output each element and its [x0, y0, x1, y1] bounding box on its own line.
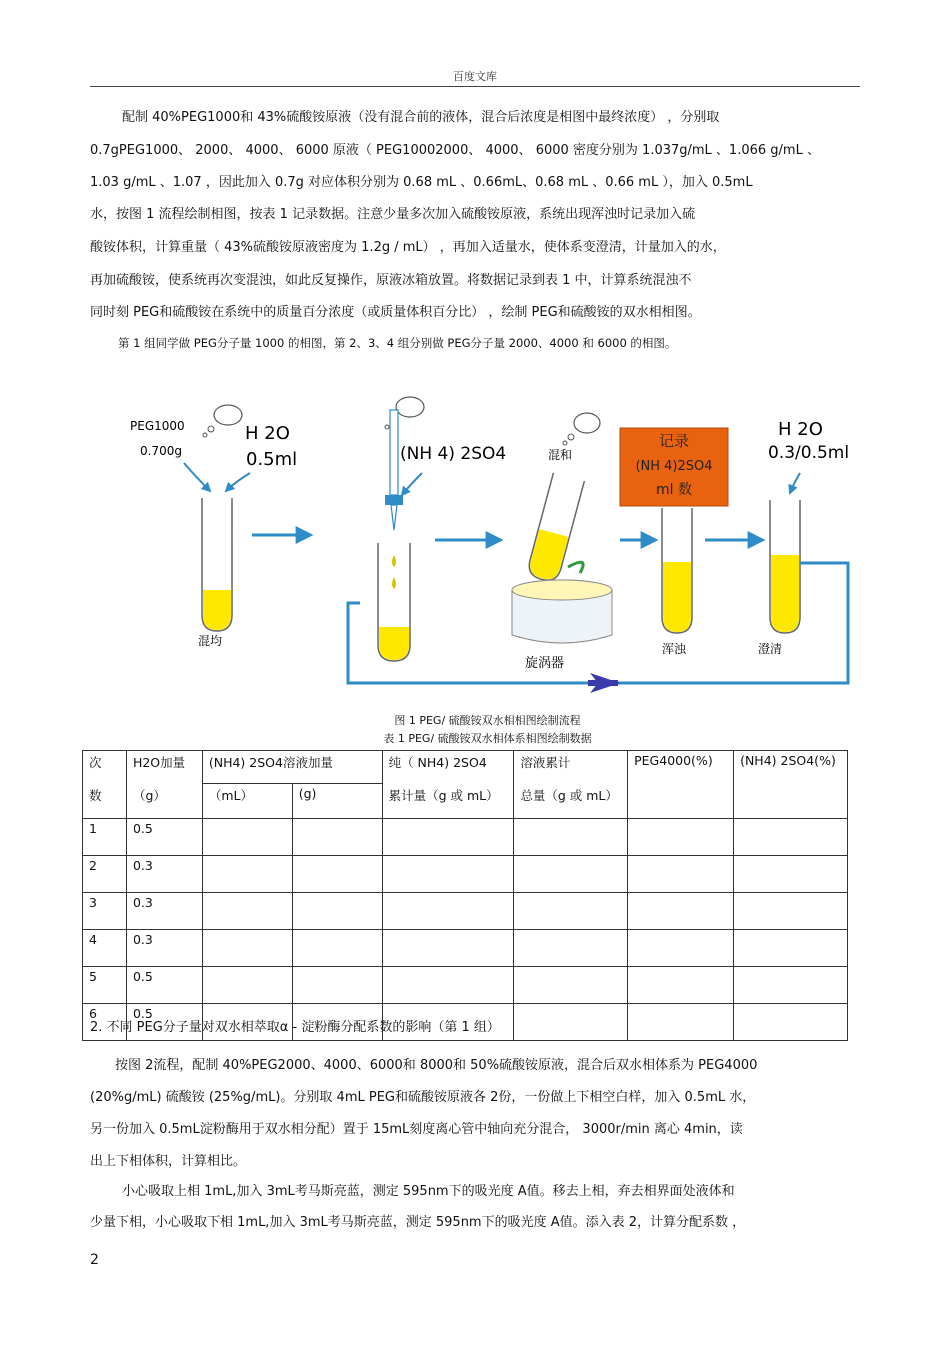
- mix-even-label: 混均: [198, 634, 223, 648]
- water-label: H 2O: [245, 423, 290, 444]
- section-2-line-2: (20%g/mL) 硫酸铵 (25%g/mL)。分别取 4mL PEG和硫酸铵原液各 2份，一份做上下相空白样，加入 0.5mL 水，: [90, 1090, 756, 1105]
- phase-diagram-data-table: [82, 750, 848, 1041]
- header-water-top: H2O加量: [126, 751, 202, 784]
- group-note: 第 1 组同学做 PEG分子量 1000 的相图，第 2、3、4 组分别做 PEG分子量 2000、4000 和 6000 的相图。: [118, 336, 677, 350]
- row-index: 1: [83, 819, 127, 856]
- header-sulfate-solution: (NH4) 2SO4溶液加量: [202, 751, 382, 784]
- page-header: 百度文库: [453, 70, 497, 83]
- section-2-line-3: 另一份加入 0.5mL淀粉酶用于双水相分配）置于 15mL刻度离心管中轴向充分混合， 3000r/min 离心 4min，读: [90, 1122, 743, 1137]
- header-divider: [90, 86, 860, 87]
- test-tube-clear: [770, 500, 800, 633]
- header-sulfate-percent: (NH4) 2SO4(%): [734, 751, 848, 819]
- row-water: 0.3: [126, 930, 202, 967]
- row-water: 0.3: [126, 893, 202, 930]
- row-index: 3: [83, 893, 127, 930]
- section-2-title: 2. 不同 PEG分子量对双水相萃取α - 淀粉酶分配系数的影响（第 1 组）: [90, 1020, 500, 1035]
- water-label-2: H 2O: [778, 419, 823, 440]
- peg-amount: 0.700g: [140, 444, 182, 458]
- header-pure-sulfate-top: 纯（ NH4) 2SO4: [382, 751, 514, 784]
- figure-caption: 图 1 PEG/ 硫酸铵双水相相图绘制流程: [394, 714, 581, 727]
- peg-label: PEG1000: [130, 419, 185, 433]
- section-2-line-4: 出上下相体积，计算相比。: [90, 1154, 247, 1169]
- flow-diagram: [110, 395, 870, 700]
- test-tube-1: [202, 498, 232, 631]
- row-water: 0.5: [126, 967, 202, 1004]
- record-box-line2: (NH 4)2SO4: [635, 459, 713, 474]
- section-2-line-6: 少量下相，小心吸取下相 1mL,加入 3mL考马斯亮蓝，测定 595nm下的吸光度 A值。添入表 2，计算分配系数 ，: [90, 1215, 746, 1230]
- header-water-bottom: （g）: [126, 784, 202, 819]
- table-caption: 表 1 PEG/ 硫酸铵双水相体系相图绘制数据: [383, 732, 592, 745]
- vortex-mixer: [512, 580, 612, 643]
- rotate-arrow-icon: [568, 562, 583, 573]
- ammonium-sulfate-label: (NH 4) 2SO4: [400, 444, 507, 464]
- body-line-5: 酸铵体积，计算重量（ 43%硫酸铵原液密度为 1.2g / mL） ，再加入适量水，使体系变澄清，计量加入的水，: [90, 240, 726, 255]
- header-sulfate-ml: （mL）: [202, 784, 292, 819]
- header-total-bottom: 总量（g 或 mL）: [514, 784, 628, 819]
- table-row: [83, 856, 848, 893]
- row-index: 4: [83, 930, 127, 967]
- clear-label: 澄清: [758, 642, 783, 656]
- table-row: [83, 967, 848, 1004]
- body-line-4: 水，按图 1 流程绘制相图，按表 1 记录数据。注意少量多次加入硫酸铵原液，系统出现浑浊时记录加入硫: [90, 207, 696, 222]
- body-line-1: 配制 40%PEG1000和 43%硫酸铵原液（没有混合前的液体，混合后浓度是相图中最终浓度） ，分别取: [122, 110, 720, 125]
- row-water: 0.3: [126, 856, 202, 893]
- record-box-line3: ml 数: [656, 482, 692, 498]
- table-row: [83, 930, 848, 967]
- water-volume: 0.5ml: [246, 449, 298, 470]
- header-count-bottom: 数: [83, 784, 127, 819]
- tilted-tube: [526, 473, 584, 584]
- header-sulfate-g: (g): [292, 784, 382, 819]
- table-row: [83, 893, 848, 930]
- header-count-top: 次: [83, 751, 127, 784]
- body-line-7: 同时刻 PEG和硫酸铵在系统中的质量百分浓度（或质量体积百分比） ，绘制 PEG和硫酸铵的双水相相图。: [90, 305, 701, 320]
- section-2-line-1: 按图 2流程，配制 40%PEG2000、4000、6000和 8000和 50%硫酸铵原液，混合后双水相体系为 PEG4000: [115, 1058, 758, 1073]
- body-line-2: 0.7gPEG1000、 2000、 4000、 6000 原液（ PEG10002000、 4000、 6000 密度分别为 1.037g/mL 、1.066 g/mL 、: [90, 143, 820, 158]
- header-pure-sulfate-bottom: 累计量（g 或 mL）: [382, 784, 514, 819]
- row-index: 6: [83, 1004, 127, 1041]
- table-row: [83, 819, 848, 856]
- header-total-top: 溶液累计: [514, 751, 628, 784]
- section-2-line-5: 小心吸取上相 1mL,加入 3mL考马斯亮蓝，测定 595nm下的吸光度 A值。移去上相，弃去相界面处液体和: [122, 1184, 735, 1199]
- body-line-6: 再加硫酸铵，使系统再次变混浊，如此反复操作，原液冰箱放置。将数据记录到表 1 中，计算系统混浊不: [90, 273, 692, 288]
- vortex-label: 旋涡器: [525, 656, 565, 671]
- row-index: 5: [83, 967, 127, 1004]
- record-box-line1: 记录: [658, 432, 690, 450]
- page-number: 2: [90, 1252, 99, 1268]
- test-tube-2: [378, 543, 410, 661]
- row-water: 0.5: [126, 1004, 202, 1041]
- row-water: 0.5: [126, 819, 202, 856]
- test-tube-turbid: [662, 508, 692, 633]
- mix-label: 混和: [548, 448, 573, 462]
- header-peg-percent: PEG4000(%): [628, 751, 734, 819]
- row-index: 2: [83, 856, 127, 893]
- water-volume-2: 0.3/0.5ml: [768, 443, 850, 463]
- body-line-3: 1.03 g/mL 、1.07 ，因此加入 0.7g 对应体积分别为 0.68 mL 、0.66mL、0.68 mL 、0.66 mL ），加入 0.5mL: [90, 175, 753, 190]
- turbid-label: 浑浊: [662, 642, 687, 656]
